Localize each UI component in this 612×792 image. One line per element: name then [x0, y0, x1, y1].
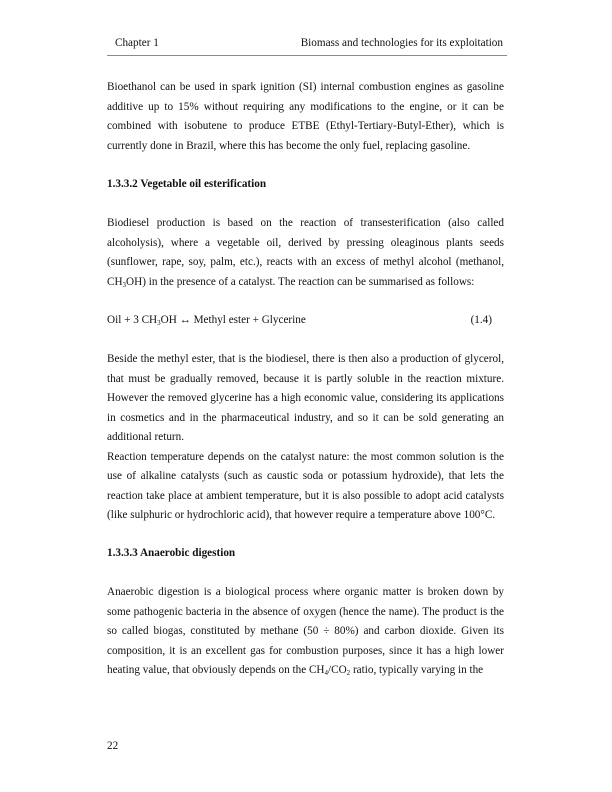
equation-body: Oil + 3 $CH_3OH$ ↔ Methyl ester + Glycerine: [107, 314, 306, 327]
equation-1-4: [107, 314, 492, 326]
paragraph-text: Beside the methyl ester, that is the biodiesel, there is then also a production of glycerol, that must be gradually removed, because it is partly soluble in the reaction mixture. However the removed glycerine has a high economic value, considering its applications in cosmetics and in the pharmaceutical industry, and so it can be sold generating an additional return.: [107, 353, 504, 443]
paragraph-temperature: Reaction temperature depends on the catalyst nature: the most common solution is the use of alkaline catalysts (such as caustic soda or potassium hydroxide), that lets the reaction take place at ambient temperature, but it is also possible to adopt acid catalysts (like sulphuric or hydrochloric acid), that however require a temperature above 100°C.: [107, 450, 504, 521]
paragraph-bioethanol: [107, 78, 504, 156]
section-heading-1332: 1.3.3.2 Vegetable oil esterification: [107, 178, 267, 190]
header-rule: [107, 55, 507, 56]
paragraph-text: Bioethanol can be used in spark ignition (SI) internal combustion engines as gasoline additive up to 15% without requiring any modifications to the engine, or it can be combined with isobutene to produce ETBE (Ethyl-Tertiary-Butyl-Ether), which is currently done in Brazil, where this has become the only fuel, replacing gasoline.: [107, 81, 504, 152]
section-heading-1333: 1.3.3.3 Anaerobic digestion: [107, 547, 236, 559]
equation-number: (1.4): [470, 314, 492, 326]
running-header: [107, 37, 507, 53]
chapter-label: Chapter 1: [115, 37, 159, 49]
paragraph-biodiesel: [107, 214, 504, 292]
running-title: Biomass and technologies for its exploitation: [300, 37, 503, 49]
paragraph-glycerol: [107, 350, 504, 526]
paragraph-text: Anaerobic digestion is a biological process where organic matter is broken down by some pathogenic bacteria in the absence of oxygen (hence the name). The product is the so called biogas, constituted by methane (50 ÷ 80%) and carbon dioxide. Given its composition, it is an excellent gas for combustion purposes, since it has a high lower heating value, that obviously depends on the $CH_4/CO_2$ ratio, typically varying in the: [107, 586, 504, 677]
paragraph-text: Biodiesel production is based on the reaction of transesterification (also called alcoholysis), where a vegetable oil, derived by pressing oleaginous plants seeds (sunflower, rape, soy, palm, etc.), reacts with an excess of methyl alcohol (methanol, $CH_3OH$) in the presence of a catalyst. The reaction can be summarised as follows:: [107, 217, 504, 289]
page-number: 22: [107, 740, 119, 752]
paragraph-anaerobic: [107, 583, 504, 681]
